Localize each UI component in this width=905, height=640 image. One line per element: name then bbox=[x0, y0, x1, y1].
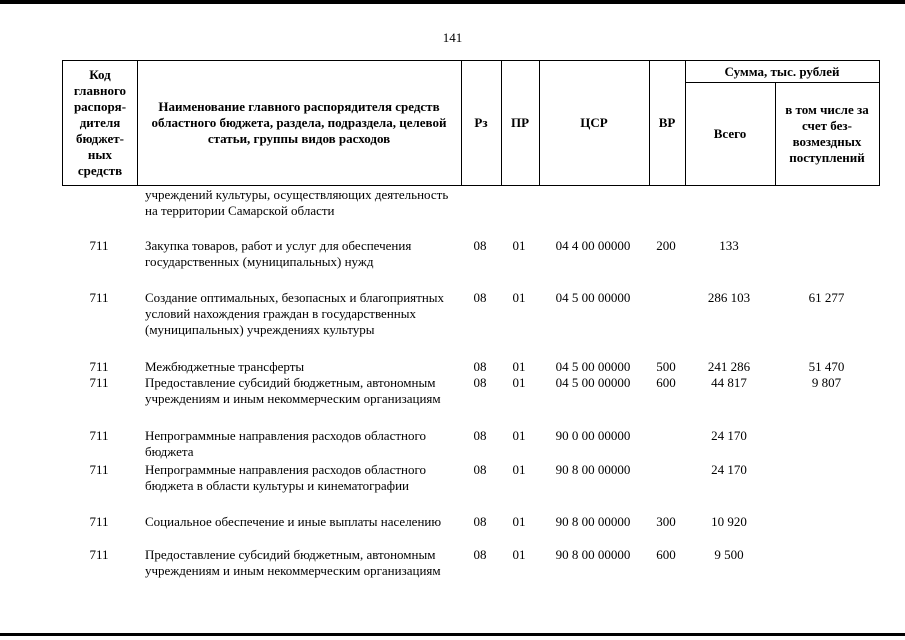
table-row bbox=[0, 514, 905, 546]
table-row bbox=[0, 238, 905, 286]
row-total: 241 286 bbox=[707, 359, 751, 374]
row-code: 711 bbox=[89, 428, 109, 443]
row-code: 711 bbox=[89, 359, 109, 374]
divider bbox=[539, 61, 540, 185]
row-pr: 01 bbox=[512, 547, 526, 562]
table-row bbox=[0, 462, 905, 510]
row-csr: 90 8 00 00000 bbox=[555, 514, 631, 529]
row-csr: 04 5 00 00000 bbox=[555, 359, 631, 374]
row-name: учреждений культуры, осуществляющих деятельность на территории Самарской области bbox=[145, 187, 449, 218]
divider bbox=[137, 61, 138, 185]
row-csr: 04 5 00 00000 bbox=[555, 375, 631, 390]
divider bbox=[775, 82, 776, 185]
row-rz: 08 bbox=[473, 375, 487, 390]
row-vr: 300 bbox=[656, 514, 676, 529]
row-vr: 600 bbox=[656, 375, 676, 390]
row-csr: 90 0 00 00000 bbox=[555, 428, 631, 443]
row-csr: 90 8 00 00000 bbox=[555, 547, 631, 562]
row-pr: 01 bbox=[512, 375, 526, 390]
divider bbox=[501, 61, 502, 185]
divider bbox=[461, 61, 462, 185]
row-pr: 01 bbox=[512, 238, 526, 253]
row-pr: 01 bbox=[512, 290, 526, 305]
row-name: Создание оптимальных, безопасных и благоприятных условий нахождения граждан в государственных (муниципальных) учреждениях культуры bbox=[145, 290, 445, 337]
row-total: 9 500 bbox=[714, 547, 744, 562]
row-rz: 08 bbox=[473, 547, 487, 562]
row-csr: 90 8 00 00000 bbox=[555, 462, 631, 477]
row-name: Межбюджетные трансферты bbox=[145, 359, 305, 374]
row-total: 133 bbox=[719, 238, 739, 253]
row-vr: 500 bbox=[656, 359, 676, 374]
divider bbox=[685, 61, 686, 185]
row-code: 711 bbox=[89, 514, 109, 529]
row-rz: 08 bbox=[473, 462, 487, 477]
row-name: Закупка товаров, работ и услуг для обеспечения государственных (муниципальных) нужд bbox=[145, 238, 412, 269]
header-pr: ПР bbox=[510, 115, 530, 130]
row-grant: 51 470 bbox=[808, 359, 845, 374]
header-code: Код главного распоря- дителя бюджет- ных средств bbox=[73, 67, 127, 178]
top-border bbox=[0, 0, 905, 4]
table-row bbox=[0, 290, 905, 354]
row-total: 44 817 bbox=[711, 375, 747, 390]
row-pr: 01 bbox=[512, 462, 526, 477]
row-rz: 08 bbox=[473, 290, 487, 305]
row-code: 711 bbox=[89, 462, 109, 477]
table-row bbox=[0, 359, 905, 375]
row-grant: 9 807 bbox=[811, 375, 842, 390]
row-csr: 04 5 00 00000 bbox=[555, 290, 631, 305]
row-pr: 01 bbox=[512, 514, 526, 529]
row-total: 10 920 bbox=[711, 514, 747, 529]
row-pr: 01 bbox=[512, 428, 526, 443]
table-row bbox=[0, 375, 905, 423]
row-name: Предоставление субсидий бюджетным, автономным учреждениям и иным некоммерческим организациям bbox=[145, 375, 441, 406]
row-rz: 08 bbox=[473, 359, 487, 374]
row-vr: 600 bbox=[656, 547, 676, 562]
row-code: 711 bbox=[89, 238, 109, 253]
row-code: 711 bbox=[89, 290, 109, 305]
header-csr: ЦСР bbox=[580, 115, 608, 130]
table-row bbox=[0, 428, 905, 460]
table-row bbox=[0, 547, 905, 595]
row-total: 24 170 bbox=[711, 428, 747, 443]
header-vr: ВР bbox=[658, 115, 676, 130]
header-total: Всего bbox=[713, 126, 747, 141]
divider bbox=[649, 61, 650, 185]
row-name: Социальное обеспечение и иные выплаты населению bbox=[145, 514, 442, 529]
header-grant: в том числе за счет без- возмездных поступлений bbox=[785, 102, 869, 165]
row-vr: 200 bbox=[656, 238, 676, 253]
page-number: 141 bbox=[442, 30, 463, 45]
table-row bbox=[0, 187, 905, 235]
row-code: 711 bbox=[89, 375, 109, 390]
divider bbox=[685, 82, 879, 83]
row-name: Непрограммные направления расходов областного бюджета в области культуры и кинематографии bbox=[145, 462, 426, 493]
row-rz: 08 bbox=[473, 514, 487, 529]
header-sum: Сумма, тыс. рублей bbox=[724, 63, 840, 79]
table-header bbox=[62, 60, 880, 186]
row-code: 711 bbox=[89, 547, 109, 562]
row-csr: 04 4 00 00000 bbox=[555, 238, 631, 253]
row-grant: 61 277 bbox=[808, 290, 845, 305]
row-rz: 08 bbox=[473, 238, 487, 253]
header-name: Наименование главного распорядителя средств областного бюджета, раздела, подраздела, целевой статьи, группы видов расходов bbox=[151, 99, 447, 146]
header-rz: Рз bbox=[474, 115, 488, 130]
row-rz: 08 bbox=[473, 428, 487, 443]
row-name: Предоставление субсидий бюджетным, автономным учреждениям и иным некоммерческим организациям bbox=[145, 547, 441, 578]
row-pr: 01 bbox=[512, 359, 526, 374]
bottom-border bbox=[0, 633, 905, 636]
row-total: 286 103 bbox=[707, 290, 751, 305]
row-name: Непрограммные направления расходов областного бюджета bbox=[145, 428, 426, 459]
row-total: 24 170 bbox=[711, 462, 747, 477]
